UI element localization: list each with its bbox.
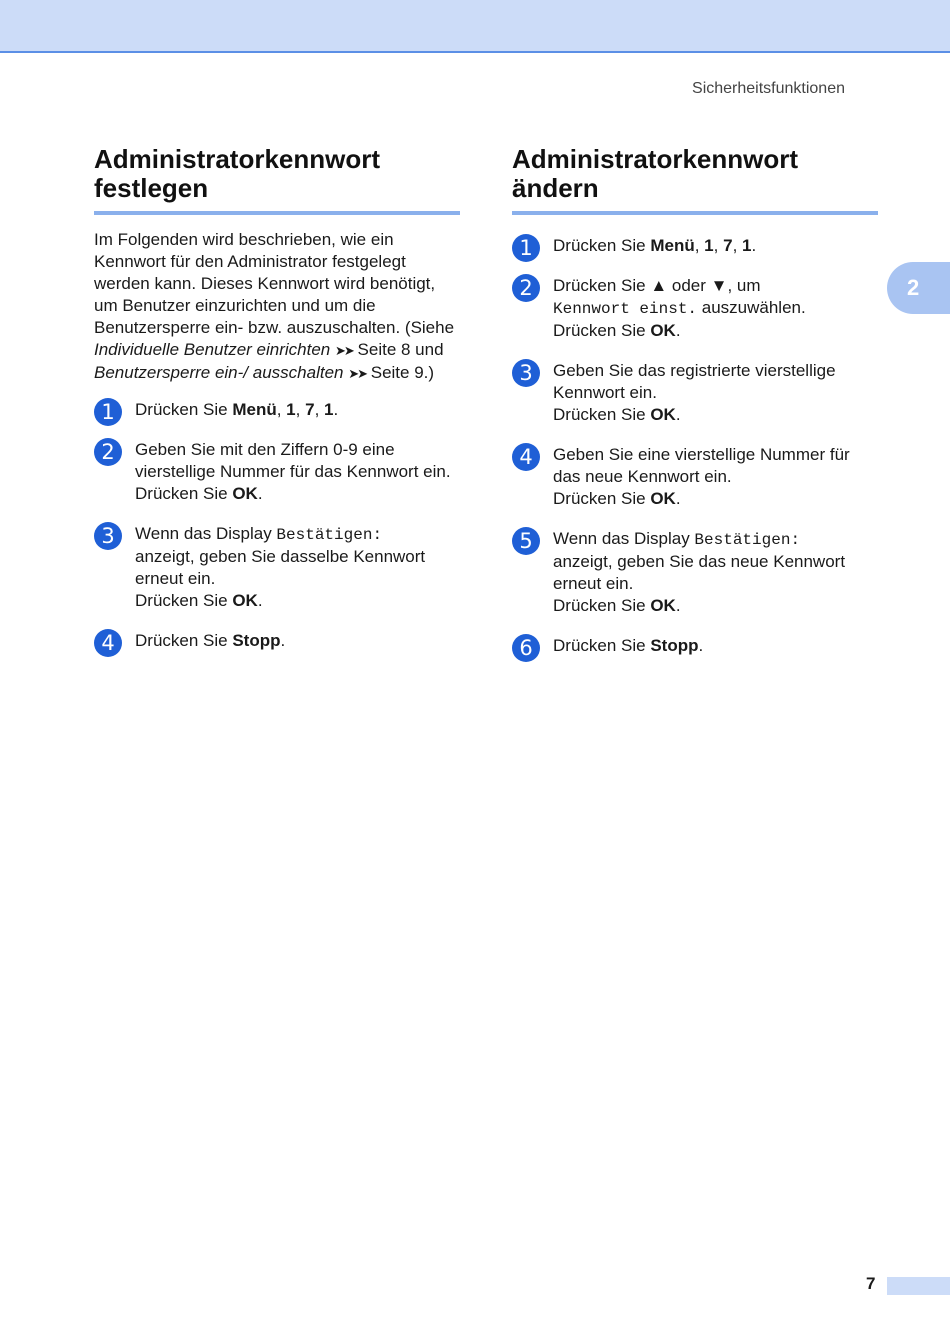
title-rule — [512, 211, 878, 215]
title-line-1: Administratorkennwort — [94, 144, 381, 174]
key-7: 7 — [723, 236, 733, 255]
step-text: oder — [667, 276, 711, 295]
step-text: anzeigt, geben Sie das neue Kennwort erneut ein. — [553, 552, 846, 593]
arrow-down-icon: ▼ — [710, 276, 728, 295]
step-number-icon: 1 — [512, 234, 540, 262]
reference-link-benutzer-einrichten[interactable]: Individuelle Benutzer einrichten — [94, 340, 331, 359]
step-text: , um — [727, 276, 761, 295]
step-number-icon: 1 — [94, 398, 122, 426]
period: . — [280, 631, 286, 650]
step-text: Wenn das Display — [135, 524, 277, 543]
display-text: Bestätigen: — [276, 526, 383, 544]
step-item — [94, 630, 460, 655]
key-1: 1 — [742, 236, 752, 255]
chapter-tab: 2 — [887, 262, 950, 314]
press-text: Drücken Sie — [135, 591, 233, 610]
left-column — [94, 145, 460, 670]
sep: , — [694, 236, 705, 255]
press-text: Drücken Sie — [553, 489, 651, 508]
top-header-band — [0, 0, 950, 53]
step-item — [512, 235, 878, 260]
step-item — [512, 275, 878, 342]
period: . — [257, 484, 263, 503]
step-text: Drücken Sie — [135, 400, 233, 419]
period: . — [675, 321, 681, 340]
press-text: Drücken Sie — [553, 636, 651, 655]
step-number-icon: 3 — [512, 359, 540, 387]
title-line-2: ändern — [512, 173, 599, 203]
key-1: 1 — [704, 236, 714, 255]
key-ok: OK — [650, 405, 676, 424]
intro-text: Im Folgenden wird beschrieben, wie ein Kennwort für den Administrator festgelegt werden kann. Dieses Kennwort wird benötigt, um Benutzer einzurichten und um die Benutzersperre ein- bzw. auszuschalten. — [94, 230, 436, 337]
title-line-1: Administratorkennwort — [512, 144, 799, 174]
press-text: Drücken Sie — [135, 484, 233, 503]
step-number-icon: 2 — [94, 438, 122, 466]
step-text: anzeigt, geben Sie dasselbe Kennwort erneut ein. — [135, 547, 426, 588]
title-rule — [94, 211, 460, 215]
footer-band — [887, 1277, 950, 1295]
step-number-icon: 5 — [512, 527, 540, 555]
reference-link-benutzersperre[interactable]: Benutzersperre ein-/ ausschalten — [94, 363, 344, 382]
step-number-icon: 6 — [512, 634, 540, 662]
page-ref-arrow-icon: ➤➤ — [335, 343, 353, 358]
sep: , — [314, 400, 325, 419]
display-text: Kennwort einst. — [553, 300, 698, 318]
page-number: 7 — [866, 1274, 876, 1293]
page-ref-1: Seite 8 und — [352, 340, 444, 359]
step-item — [94, 439, 460, 505]
page-ref-arrow-icon: ➤➤ — [348, 366, 367, 381]
press-text: Drücken Sie — [553, 321, 651, 340]
period: . — [257, 591, 263, 610]
key-7: 7 — [305, 400, 315, 419]
step-item — [94, 399, 460, 424]
section-title-festlegen — [94, 145, 460, 203]
period: . — [675, 596, 681, 615]
steps-list-aendern — [512, 235, 878, 660]
step-number-icon: 3 — [94, 522, 122, 550]
period: . — [333, 400, 339, 419]
period: . — [675, 489, 681, 508]
press-text: Drücken Sie — [553, 405, 651, 424]
steps-list-festlegen — [94, 399, 460, 655]
key-ok: OK — [650, 489, 676, 508]
step-text: Geben Sie eine vierstellige Nummer für das neue Kennwort ein. — [553, 445, 850, 486]
press-text: Drücken Sie — [553, 596, 651, 615]
step-text: auszuwählen. — [697, 298, 806, 317]
arrow-up-icon: ▲ — [650, 276, 668, 295]
step-item — [512, 635, 878, 660]
key-ok: OK — [650, 321, 676, 340]
key-ok: OK — [232, 484, 258, 503]
step-number-icon: 4 — [94, 629, 122, 657]
step-item — [94, 523, 460, 612]
key-menu: Menü — [232, 400, 277, 419]
step-item — [512, 360, 878, 426]
display-text: Bestätigen: — [694, 531, 801, 549]
key-stopp: Stopp — [650, 636, 699, 655]
sep: , — [732, 236, 743, 255]
section-title-aendern — [512, 145, 878, 203]
period: . — [751, 236, 757, 255]
period: . — [675, 405, 681, 424]
step-item — [512, 528, 878, 617]
title-line-2: festlegen — [94, 173, 209, 203]
key-ok: OK — [232, 591, 258, 610]
press-text: Drücken Sie — [135, 631, 233, 650]
step-text: Geben Sie mit den Ziffern 0-9 eine vierstellige Nummer für das Kennwort ein. — [135, 440, 451, 481]
intro-see: (Siehe — [404, 318, 455, 337]
key-stopp: Stopp — [232, 631, 281, 650]
page-ref-2: Seite 9.) — [366, 363, 435, 382]
step-number-icon: 2 — [512, 274, 540, 302]
step-item — [512, 444, 878, 510]
step-text: Geben Sie das registrierte vierstellige Kennwort ein. — [553, 361, 836, 402]
sep: , — [276, 400, 287, 419]
key-1: 1 — [286, 400, 296, 419]
intro-paragraph — [94, 229, 460, 385]
period: . — [698, 636, 704, 655]
step-number-icon: 4 — [512, 443, 540, 471]
sep: , — [713, 236, 724, 255]
step-text: Drücken Sie — [553, 236, 651, 255]
step-text: Wenn das Display — [553, 529, 695, 548]
running-header: Sicherheitsfunktionen — [692, 80, 845, 97]
key-1: 1 — [324, 400, 334, 419]
sep: , — [295, 400, 306, 419]
key-menu: Menü — [650, 236, 695, 255]
key-ok: OK — [650, 596, 676, 615]
right-column — [512, 145, 878, 675]
step-text: Drücken Sie — [553, 276, 651, 295]
